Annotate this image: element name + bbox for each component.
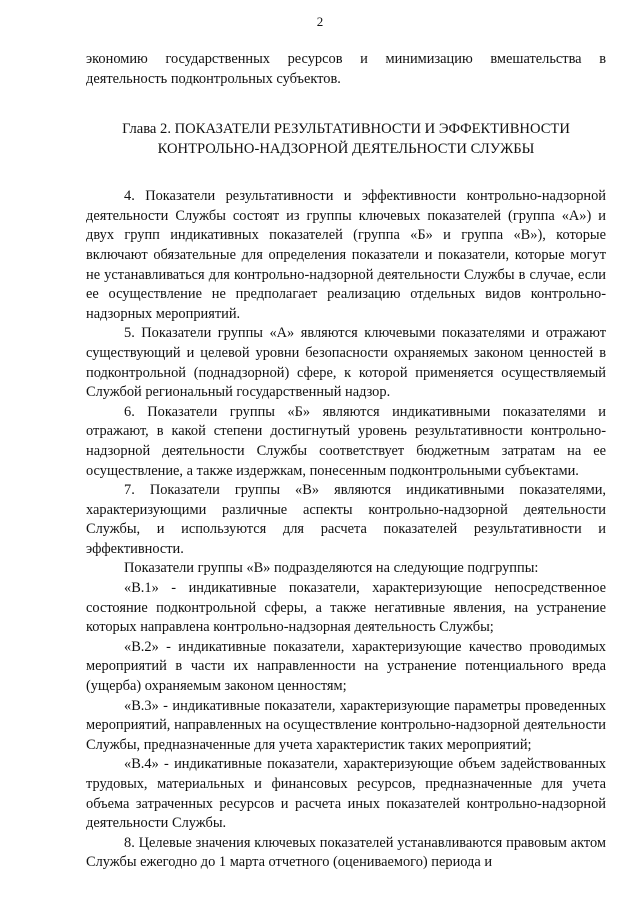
paragraph-4: 4. Показатели результативности и эффективности контрольно-надзорной деятельности Службы состоят из группы ключевых показателей (группа «А») и двух групп индикативных показателей (группа «Б» и группа «В»), которые включают обязательные для определения показатели и показатели, которые могут не устанавливаться для контрольно-надзорной деятельности Службы в случае, если ее осуществление не предполагает реализацию отдельных видов контрольно-надзорных мероприятий. xyxy=(86,188,606,322)
subgroups-intro: Показатели группы «В» подразделяются на следующие подгруппы: xyxy=(124,560,539,577)
paragraph-8: 8. Целевые значения ключевых показателей устанавливаются правовым актом Службы ежегодно до 1 марта отчетного (оцениваемого) периода и xyxy=(86,834,606,871)
document-body xyxy=(86,50,606,873)
page-number: 2 xyxy=(316,14,324,29)
subgroup-b4: «В.4» - индикативные показатели, характеризующие объем задействованных трудовых, материальных и финансовых ресурсов, предназначенные для учета объема затраченных ресурсов и расчета иных показателей контрольно-надзорной деятельности Службы. xyxy=(86,756,606,832)
chapter-title-line1: Глава 2. ПОКАЗАТЕЛИ РЕЗУЛЬТАТИВНОСТИ И ЭФФЕКТИВНОСТИ xyxy=(122,121,570,138)
paragraph-5: 5. Показатели группы «А» являются ключевыми показателями и отражают существующий и целевой уровни безопасности охраняемых законом ценностей в подконтрольной (поднадзорной) сфере, к которой применяется осуществляемый Службой региональный государственный надзор. xyxy=(86,325,606,401)
intro-paragraph: экономию государственных ресурсов и минимизацию вмешательства в деятельность подконтрольных субъектов. xyxy=(86,51,606,87)
chapter-title-line2: КОНТРОЛЬНО-НАДЗОРНОЙ ДЕЯТЕЛЬНОСТИ СЛУЖБЫ xyxy=(157,141,535,158)
subgroup-b2: «В.2» - индикативные показатели, характеризующие качество проводимых мероприятий в части их направленности на устранение потенциального вреда (ущерба) охраняемым законом ценностям; xyxy=(86,638,606,695)
subgroup-b3: «В.3» - индикативные показатели, характеризующие параметры проведенных мероприятий, направленных на осуществление контрольно-надзорной деятельности Службы, предназначенные для учета характеристик таких мероприятий; xyxy=(86,697,606,753)
subgroup-b1: «В.1» - индикативные показатели, характеризующие непосредственное состояние подконтрольной сферы, а также негативные явления, на устранение которых направлена контрольно-надзорная деятельность Службы; xyxy=(86,580,606,636)
paragraph-7: 7. Показатели группы «В» являются индикативными показателями, характеризующими различные аспекты контрольно-надзорной деятельности Службы, и используются для расчета показателей результативности и эффективности. xyxy=(86,482,606,557)
chapter-heading xyxy=(86,119,606,159)
paragraph-6: 6. Показатели группы «Б» являются индикативными показателями и отражают, в какой степени достигнутый уровень результативности контрольно-надзорной деятельности Службы соответствует бюджетным затратам на ее осуществление, а также издержкам, понесенным подконтрольными субъектами. xyxy=(86,403,606,479)
